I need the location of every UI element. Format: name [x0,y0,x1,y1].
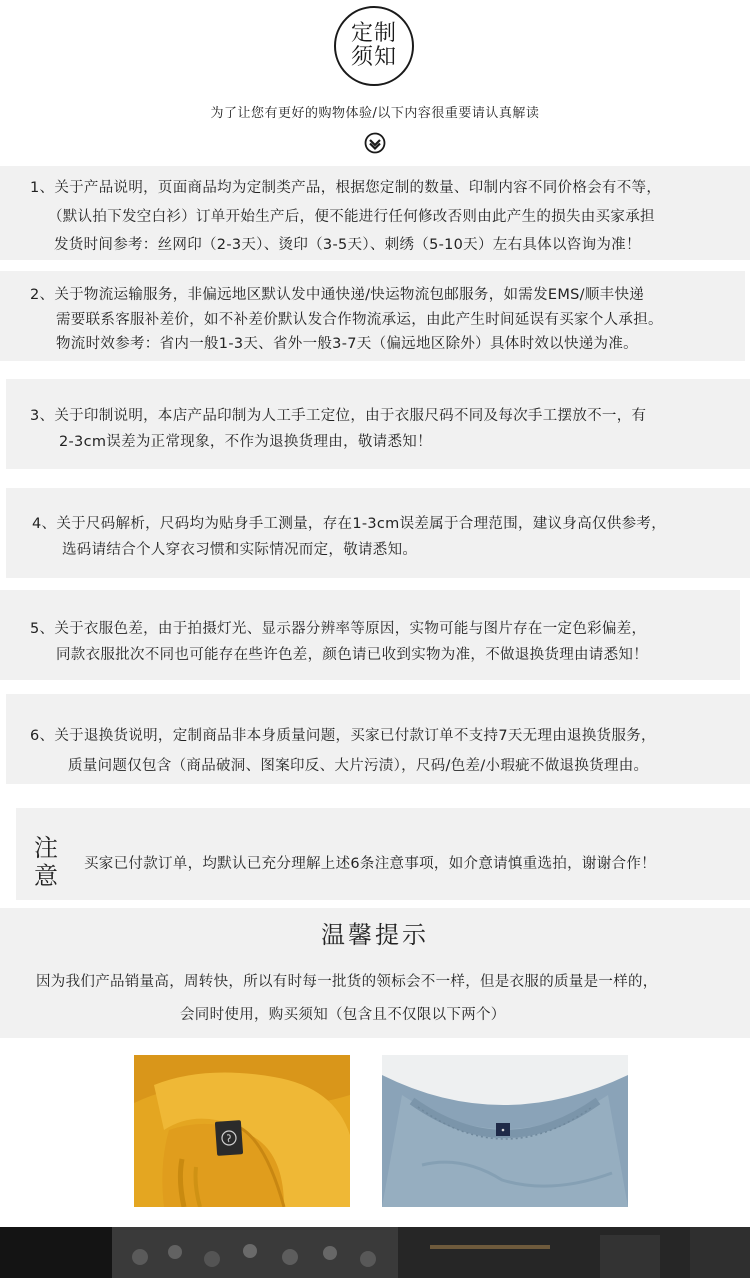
notice-panel-6 [6,694,750,784]
attention-text: 买家已付款订单，均默认已充分理解上述6条注意事项，如介意请慎重选拍，谢谢合作！ [84,856,656,872]
sweatshirt-label-photo [382,1055,628,1207]
attention-label-top: 注 [34,834,58,862]
notice-2-line-2: 需要联系客服补差价，如不补差价默认发合作物流承运，由此产生时间延误有买家个人承担。 [56,312,663,328]
hoodie-label-photo [134,1055,350,1207]
notice-3-line-1: 3、关于印制说明，本店产品印制为人工手工定位，由于衣服尺码不同及每次手工摆放不一，有 [30,408,647,424]
notice-4-line-1: 4、关于尺码解析，尺码均为贴身手工测量，存在1-3cm误差属于合理范围，建议身高仅供参考， [32,516,667,532]
attention-box [16,808,750,900]
reminder-line-2: 会同时使用，购买须知（包含且不仅限以下两个） [180,1007,506,1023]
notice-2-line-3: 物流时效参考：省内一般1-3天、省外一般3-7天（偏远地区除外）具体时效以快递为准。 [56,336,638,352]
badge-line-2: 须知 [350,45,397,70]
notice-panel-4 [6,488,750,578]
notice-4-line-2: 选码请结合个人穿衣习惯和实际情况而定，敬请悉知。 [62,542,418,558]
custom-notice-badge [334,6,414,86]
notice-panel-1 [0,166,750,260]
footer-banner [0,1227,750,1278]
notice-panel-2 [0,271,745,361]
notice-1-line-3: 发货时间参考：丝网印（2-3天）、烫印（3-5天）、刺绣（5-10天）左右具体以咨询为准！ [54,237,641,253]
attention-label-bottom: 意 [34,862,58,890]
notice-panel-5 [0,590,740,680]
hoodie-illustration [134,1055,350,1207]
notice-5-line-1: 5、关于衣服色差，由于拍摄灯光、显示器分辨率等原因，实物可能与图片存在一定色彩偏差， [30,621,647,637]
chevron-down-circle-icon [364,132,386,154]
notice-panel-3 [6,379,750,469]
notice-6-line-2: 质量问题仅包含（商品破洞、图案印反、大片污渍），尺码/色差/小瑕疵不做退换货理由。 [68,758,649,774]
notice-1-line-1: 1、关于产品说明，页面商品均为定制类产品，根据您定制的数量、印制内容不同价格会有不等， [30,180,662,196]
notice-1-line-2: （默认拍下发空白衫）订单开始生产后，便不能进行任何修改否则由此产生的损失由买家承担 [48,209,655,225]
notice-2-line-1: 2、关于物流运输服务，非偏远地区默认发中通快递/快运物流包邮服务，如需发EMS/顺丰快递 [30,287,645,303]
notice-3-line-2: 2-3cm误差为正常现象，不作为退换货理由，敬请悉知！ [59,434,432,450]
notice-6-line-1: 6、关于退换货说明，定制商品非本身质量问题，买家已付款订单不支持7天无理由退换货服务， [30,728,656,744]
reminder-title: 温馨提示 [321,921,429,949]
notice-5-line-2: 同款衣服批次不同也可能存在些许色差，颜色请已收到实物为准，不做退换货理由请悉知！ [56,647,648,663]
badge-line-1: 定制 [350,21,397,46]
footer-banner-image [0,1227,750,1278]
header-subtitle: 为了让您有更好的购物体验/以下内容很重要请认真解读 [210,106,540,121]
sweatshirt-illustration [382,1055,628,1207]
reminder-line-1: 因为我们产品销量高，周转快，所以有时每一批货的领标会不一样，但是衣服的质量是一样的， [36,974,658,990]
